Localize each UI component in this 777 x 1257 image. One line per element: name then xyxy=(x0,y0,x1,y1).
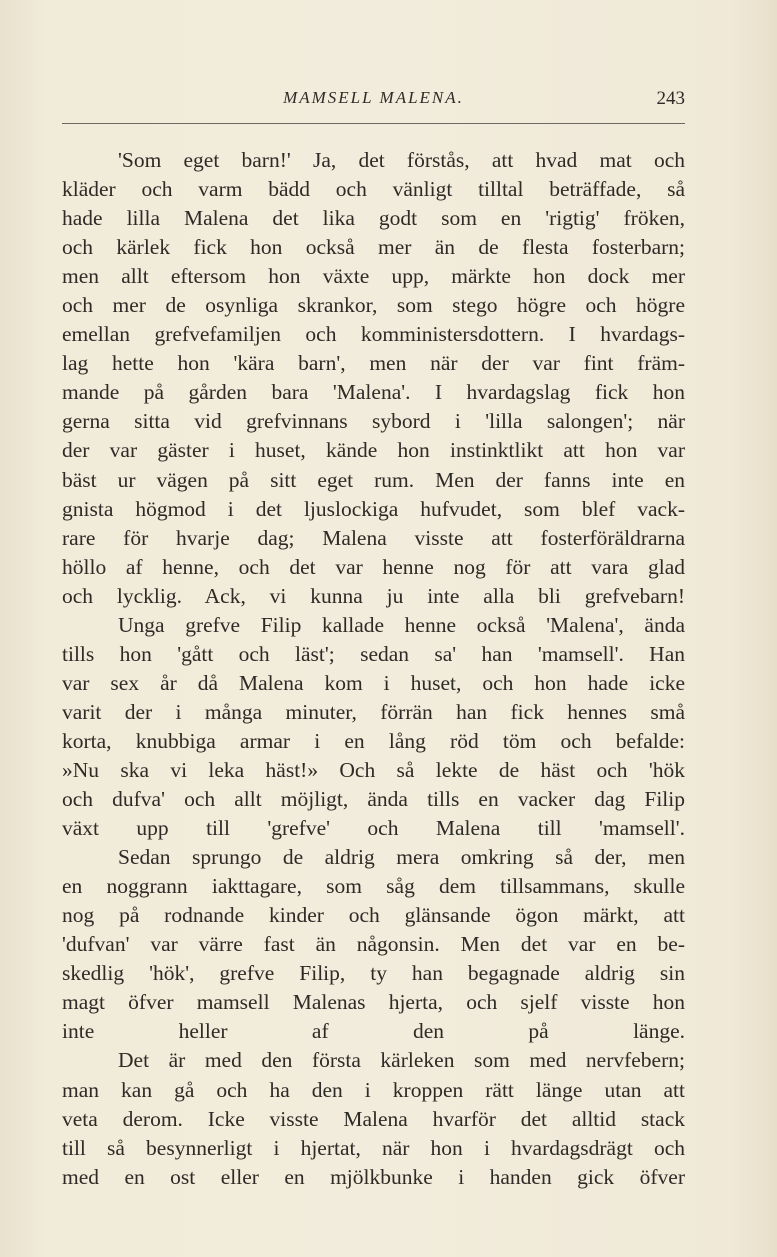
text-line: mande på gården bara 'Malena'. I hvardagslag fick hon xyxy=(62,380,685,405)
text-line: Det är med den första kärleken som med nervfebern; xyxy=(118,1048,685,1073)
text-line: varit der i många minuter, förrän han fick hennes små xyxy=(62,699,685,724)
text-line: lag hette hon 'kära barn', men när der var fint främ- xyxy=(62,351,685,376)
text-line: höllo af henne, och det var henne nog för att vara glad xyxy=(62,554,685,579)
text-line: nog på rodnande kinder och glänsande ögon märkt, att xyxy=(62,903,685,928)
text-line: »Nu ska vi leka häst!» Och så lekte de häst och 'hök xyxy=(62,757,685,782)
text-line: man kan gå och ha den i kroppen rätt länge utan att xyxy=(62,1077,685,1102)
text-line: skedlig 'hök', grefve Filip, ty han begagnade aldrig sin xyxy=(62,961,685,986)
text-line: korta, knubbiga armar i en lång röd töm och befalde: xyxy=(62,728,685,753)
text-line: växt upp till 'grefve' och Malena till 'mamsell'. xyxy=(62,816,685,841)
text-line: 'dufvan' var värre fast än någonsin. Men det var en be- xyxy=(62,932,685,957)
text-line: gerna sitta vid grefvinnans sybord i 'lilla salongen'; när xyxy=(62,409,685,434)
text-line: hade lilla Malena det lika godt som en 'rigtig' fröken, xyxy=(62,206,685,231)
header-rule xyxy=(62,123,685,124)
text-line: och mer de osynliga skrankor, som stego högre och högre xyxy=(62,293,685,318)
text-line: en noggrann iakttagare, som såg dem tillsammans, skulle xyxy=(62,874,685,899)
text-line: kläder och varm bädd och vänligt tilltal beträffade, så xyxy=(62,177,685,202)
text-line: veta derom. Icke visste Malena hvarför det alltid stack xyxy=(62,1106,685,1131)
text-line: emellan grefvefamiljen och komministersdottern. I hvardags- xyxy=(62,322,685,347)
text-line: inte heller af den på länge. xyxy=(62,1019,685,1044)
text-line: gnista högmod i det ljuslockiga hufvudet, som blef vack- xyxy=(62,496,685,521)
text-line: Sedan sprungo de aldrig mera omkring så der, men xyxy=(118,845,685,870)
text-line: Unga grefve Filip kallade henne också 'Malena', ända xyxy=(118,612,685,637)
text-line: med en ost eller en mjölkbunke i handen gick öfver xyxy=(62,1164,685,1189)
text-line: var sex år då Malena kom i huset, och hon hade icke xyxy=(62,670,685,695)
text-line: till så besynnerligt i hjertat, när hon i hvardagsdrägt och xyxy=(62,1135,685,1160)
text-line: och lycklig. Ack, vi kunna ju inte alla bli grefvebarn! xyxy=(62,583,685,608)
text-line: tills hon 'gått och läst'; sedan sa' han 'mamsell'. Han xyxy=(62,641,685,666)
page-number: 243 xyxy=(656,88,685,109)
text-line: 'Som eget barn!' Ja, det förstås, att hvad mat och xyxy=(118,148,685,172)
running-title: MAMSELL MALENA. xyxy=(283,88,464,107)
text-line: och dufva' och allt möjligt, ända tills en vacker dag Filip xyxy=(62,787,685,812)
text-line: magt öfver mamsell Malenas hjerta, och sjelf visste hon xyxy=(62,990,685,1015)
text-line: bäst ur vägen på sitt eget rum. Men der fanns inte en xyxy=(62,467,685,492)
text-line: men allt eftersom hon växte upp, märkte hon dock mer xyxy=(62,264,685,289)
text-line: rare för hvarje dag; Malena visste att fosterföräldrarna xyxy=(62,525,685,550)
text-line: der var gäster i huset, kände hon instinktlikt att hon var xyxy=(62,438,685,463)
body-text xyxy=(62,146,685,1192)
page-header xyxy=(62,86,685,114)
text-line: och kärlek fick hon också mer än de flesta fosterbarn; xyxy=(62,235,685,260)
